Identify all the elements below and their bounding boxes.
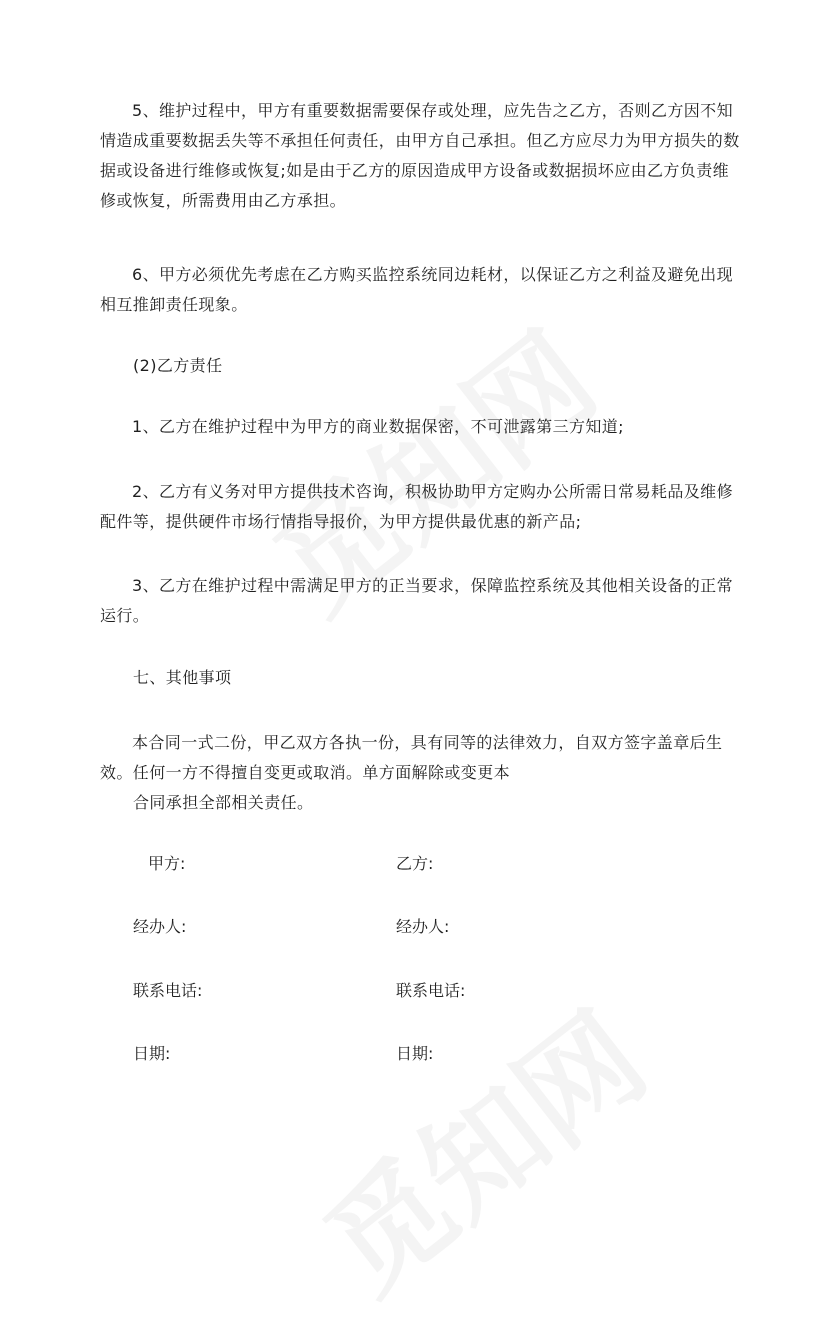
party-b-clause-1: 1、乙方在维护过程中为甲方的商业数据保密，不可泄露第三方知道; (132, 417, 624, 436)
other-terms-paragraph: 本合同一式二份，甲乙双方各执一份，具有同等的法律效力，自双方签字盖章后生效。任何一方不得擅自变更或取消。单方面解除或变更本 (100, 733, 723, 782)
other-terms-continuation: 合同承担全部相关责任。 (133, 793, 314, 812)
watermark (285, 967, 675, 1324)
clause-5: 5、维护过程中，甲方有重要数据需要保存或处理，应先告之乙方，否则乙方因不知情造成重要数据丢失等不承担任何责任，由甲方自己承担。但乙方应尽力为甲方损失的数据或设备进行维修或恢复;如是由于乙方的原因造成甲方设备或数据损坏应由乙方负责维修或恢复，所需费用由乙方承担。 (100, 101, 740, 210)
clause-6: 6、甲方必须优先考虑在乙方购买监控系统同边耗材，以保证乙方之利益及避免出现相互推卸责任现象。 (100, 265, 733, 314)
party-b-clause-2: 2、乙方有义务对甲方提供技术咨询，积极协助甲方定购办公所需日常易耗品及维修配件等，提供硬件市场行情指导报价，为甲方提供最优惠的新产品; (100, 482, 733, 531)
party-b-phone-label: 联系电话: (396, 981, 466, 1000)
party-b-clause-3: 3、乙方在维护过程中需满足甲方的正当要求，保障监控系统及其他相关设备的正常运行。 (100, 576, 733, 625)
party-a-agent-label: 经办人: (133, 917, 187, 936)
section-party-b-responsibility: (2)乙方责任 (133, 356, 223, 375)
party-a-phone-label: 联系电话: (133, 981, 203, 1000)
section-seven-title: 七、其他事项 (133, 668, 232, 687)
party-b-agent-label: 经办人: (396, 917, 450, 936)
party-b-label: 乙方: (396, 854, 434, 873)
party-a-label: 甲方: (148, 854, 186, 873)
party-b-date-label: 日期: (396, 1044, 434, 1063)
party-a-date-label: 日期: (133, 1044, 171, 1063)
